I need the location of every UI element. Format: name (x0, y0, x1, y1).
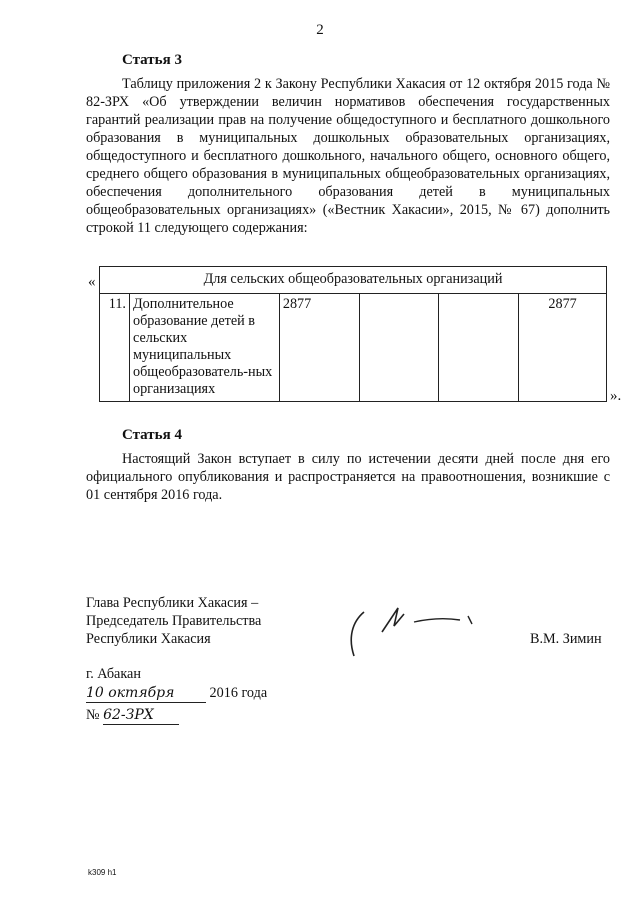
row-number: 11. (100, 294, 130, 402)
article3-heading: Статья 3 (122, 52, 182, 68)
number-handwritten: 62-ЗРХ (103, 707, 154, 723)
row-col2 (359, 294, 439, 402)
sign-date (86, 684, 267, 703)
signatory-title (86, 594, 261, 648)
open-quote: « (88, 274, 96, 290)
handwritten-signature (342, 598, 492, 662)
article4-text: Настоящий Закон вступает в силу по истечении десяти дней после дня его официального опубликования и распространяется на правоотношения, возникшие с 01 сентября 2016 года. (86, 451, 610, 503)
close-quote: ». (610, 388, 622, 404)
law-number (86, 706, 179, 725)
date-handwritten: 10 октября (86, 685, 175, 701)
row-col1: 2877 (279, 294, 359, 402)
signatory-title-line2: Председатель Правительства (86, 613, 262, 629)
article4-heading: Статья 4 (122, 427, 182, 443)
signatory-title-line1: Глава Республики Хакасия – (86, 595, 259, 611)
row-col3 (439, 294, 519, 402)
signatory-title-line3: Республики Хакасия (86, 631, 211, 647)
article3-text: Таблицу приложения 2 к Закону Республики Хакасия от 12 октября 2015 года № 82-ЗРХ «Об утверждении величин нормативов обеспечения государственных гарантий реализации прав на получение общедоступного и бесплатного дошкольного образования в муниципальных дошкольных образовательных организациях, общедоступного и бесплатного дошкольного, начального общего, основного общего, среднего общего образования в муниципальных общеобразовательных организациях, обеспечения дополнительного образования детей в муниципальных общеобразовательных организациях» («Вестник Хакасии», 2015, № 67) дополнить строкой 11 следующего содержания: (86, 76, 610, 236)
place: г. Абакан (86, 666, 141, 682)
table-header: Для сельских общеобразовательных организаций (100, 267, 607, 294)
page-number: 2 (316, 22, 324, 38)
amendment-table (99, 266, 607, 402)
date-suffix: 2016 года (209, 685, 268, 701)
row-name: Дополнительное образование детей в сельских муниципальных общеобразователь-ных организациях (129, 294, 279, 402)
row-col4: 2877 (519, 294, 607, 402)
table-row (100, 294, 607, 402)
footer-code: k309 h1 (88, 868, 117, 877)
number-prefix: № (86, 707, 100, 723)
signatory-name: В.М. Зимин (530, 631, 602, 647)
